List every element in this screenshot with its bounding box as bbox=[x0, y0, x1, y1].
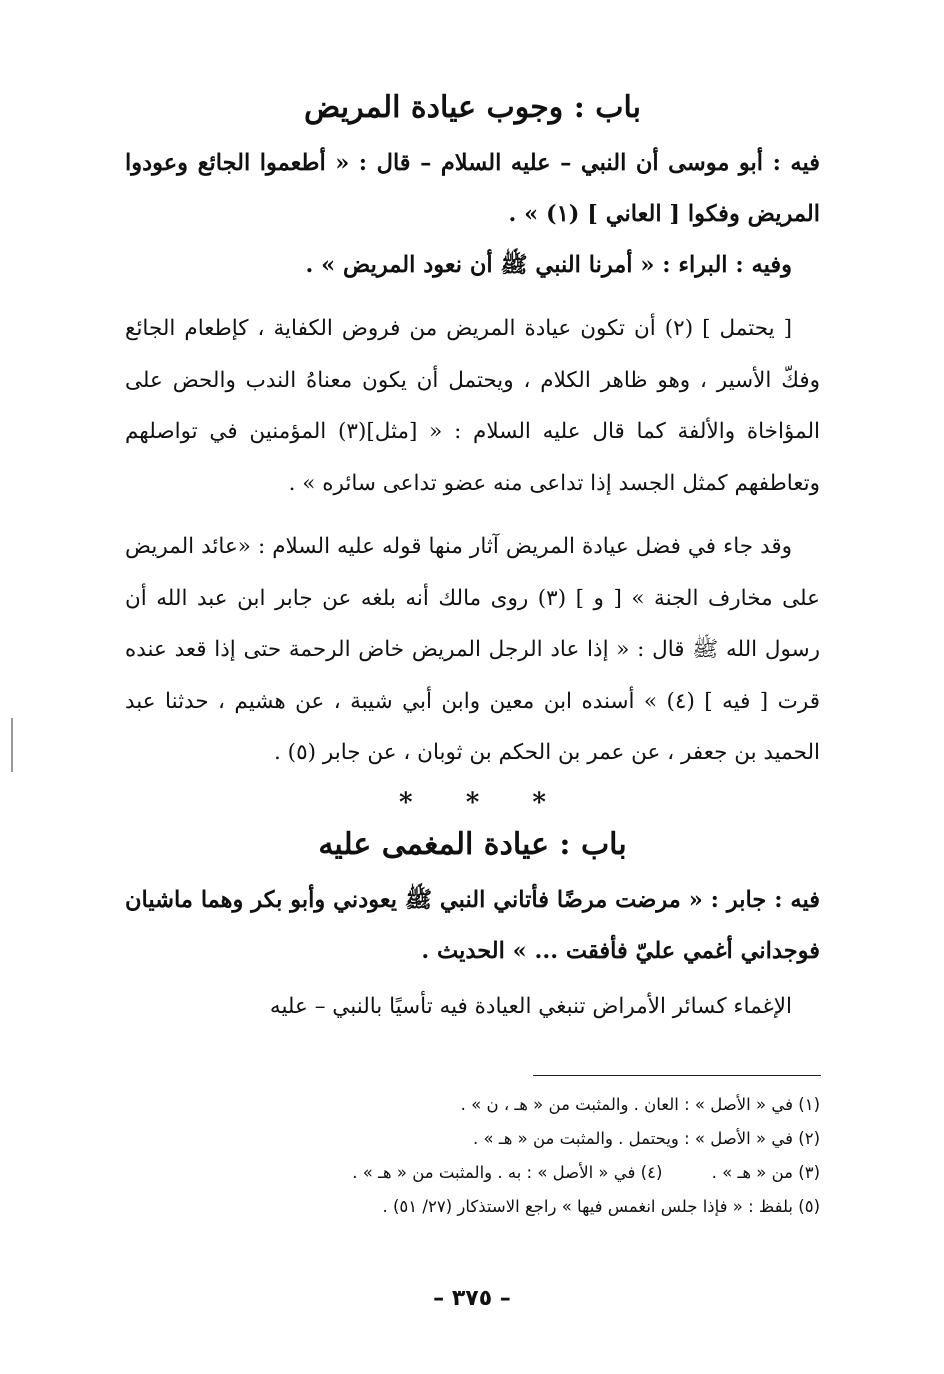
footnote-3-4-row bbox=[180, 1156, 820, 1190]
chapter-title-1: باب : وجوب عيادة المريض bbox=[303, 90, 641, 125]
commentary-paragraph-1: [ يحتمل ] (٢) أن تكون عيادة المريض من فروض الكفاية ، كإطعام الجائع وفكّ الأسير ، وهو ظاهر الكلام ، ويحتمل أن يكون معناهُ الندب والحض على المؤاخاة والألفة كما قال عليه السلام : « [مثل](٣) المؤمنين في تواصلهم وتعاطفهم كمثل الجسد إذا تداعى منه عضو تداعى سائره » . bbox=[125, 316, 820, 496]
footnote-1: (١) في « الأصل » : العان . والمثبت من « هـ ، ن » . bbox=[460, 1095, 820, 1114]
chapter-title-2: باب : عيادة المغمى عليه bbox=[318, 826, 627, 862]
hadith-baraa: وفيه : البراء : « أمرنا النبي ﷺ أن نعود المريض » . bbox=[305, 252, 792, 278]
page-number: – ٣٧٥ – bbox=[433, 1286, 511, 1311]
hadith-jabir: فيه : جابر : « مرضت مرضًا فأتاني النبي ﷺ يعودني وأبو بكر وهما ماشيان فوجداني أغمي عليّ فأفقت ... » الحديث . bbox=[125, 886, 820, 964]
commentary-paragraph-2: وقد جاء في فضل عيادة المريض آثار منها قوله عليه السلام : «عائد المريض على مخارف الجنة » [ و ] (٣) روى مالك أنه بلغه عن جابر ابن عبد الله أن رسول الله ﷺ قال : « إذا عاد الرجل المريض خاض الرحمة حتى إذا قعد عنده قرت [ فيه ] (٤) » أسنده ابن معين وابن أبي شيبة ، عن هشيم ، حدثنا عبد الحميد بن جعفر ، عن عمر بن الحكم بن ثوبان ، عن جابر (٥) . bbox=[125, 534, 820, 765]
footnote-3: (٣) من « هـ » . bbox=[711, 1163, 820, 1182]
footnote-divider bbox=[533, 1075, 821, 1076]
footnote-2: (٢) في « الأصل » : ويحتمل . والمثبت من « هـ » . bbox=[473, 1129, 820, 1148]
commentary-paragraph-3: الإغماء كسائر الأمراض تنبغي العيادة فيه تأسيًا بالنبي – عليه bbox=[269, 993, 792, 1019]
footnote-5: (٥) بلفظ : « فإذا جلس انغمس فيها » راجع الاستذكار (٢٧/ ٥١) . bbox=[382, 1197, 820, 1216]
hadith-abu-musa: فيه : أبو موسى أن النبي – عليه السلام – قال : « أطعموا الجائع وعودوا المريض وفكوا [ العاني ] (١) » . bbox=[125, 150, 820, 227]
page-body bbox=[125, 88, 820, 1032]
footnotes bbox=[180, 1088, 820, 1224]
footnote-4: (٤) في « الأصل » : به . والمثبت من « هـ » . bbox=[352, 1163, 663, 1182]
section-separator: * * * bbox=[399, 787, 546, 818]
margin-mark bbox=[11, 718, 13, 772]
